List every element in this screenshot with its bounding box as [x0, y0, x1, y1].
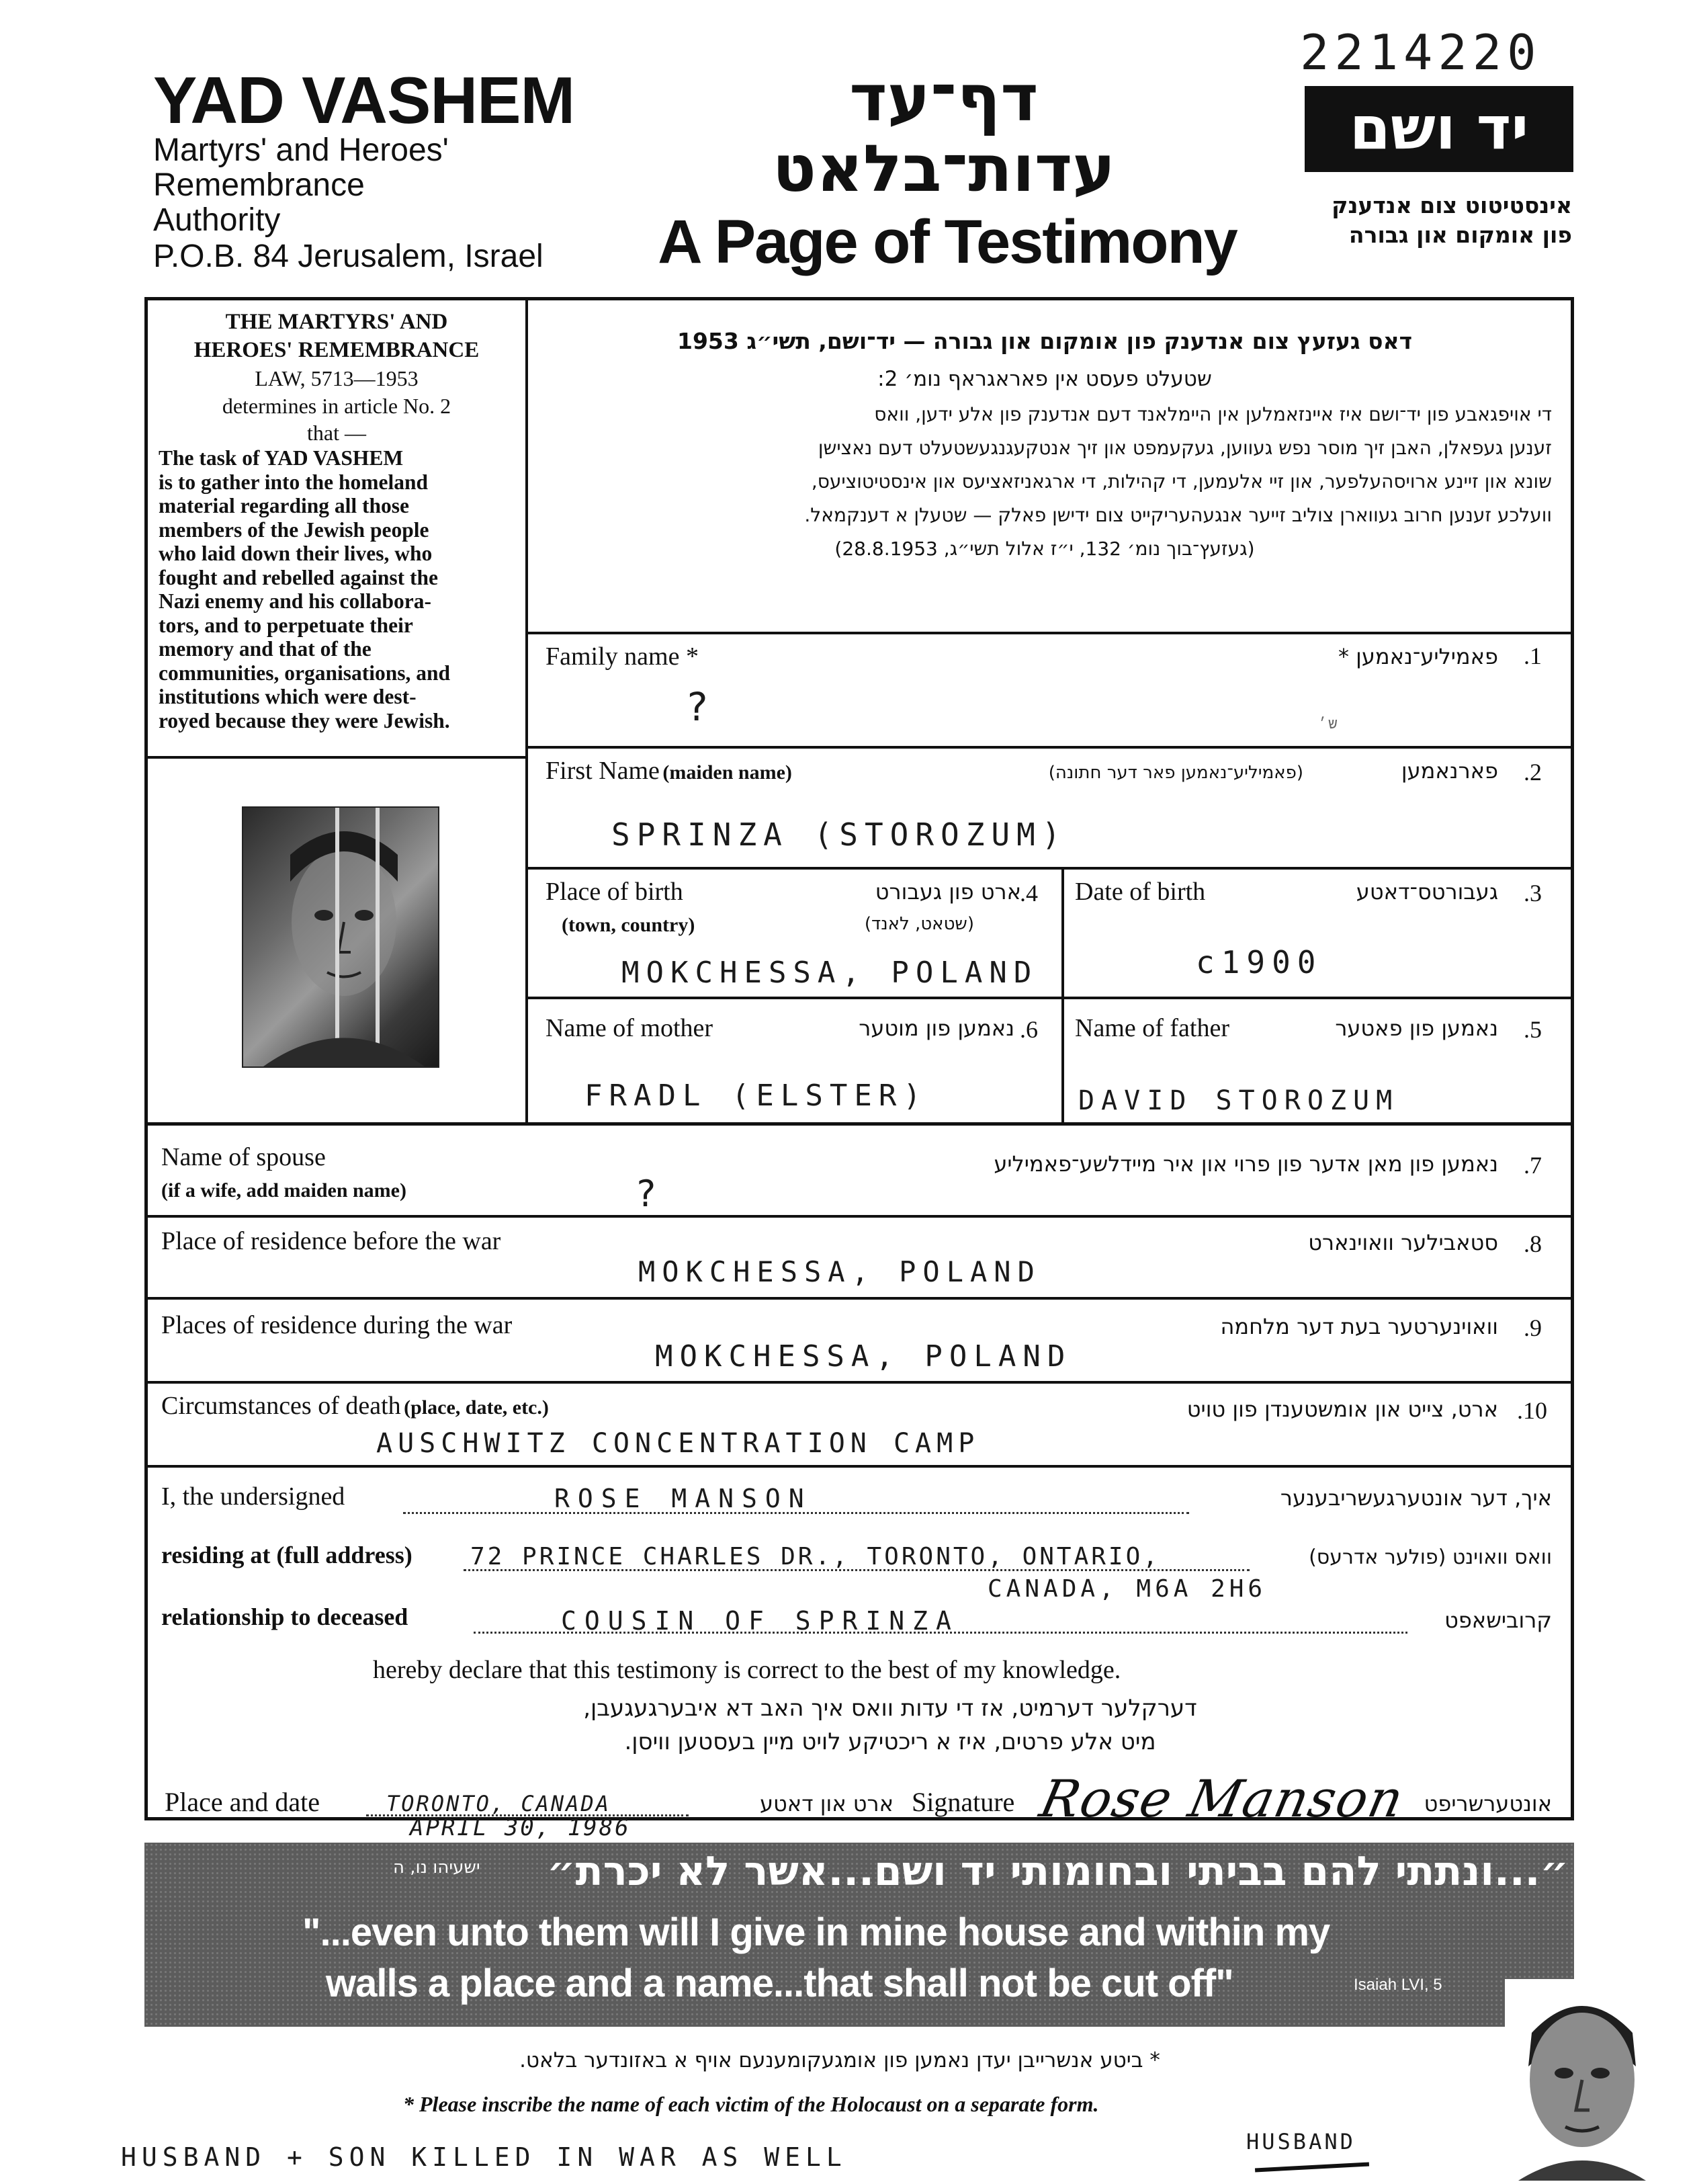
- spouse-label-yi: נאמען פון מאן אדער פון פרוי און איר מיידלשע־פאמיליע: [994, 1151, 1498, 1177]
- first-name-note: (maiden name): [662, 761, 792, 784]
- org-line: Martyrs' and Heroes': [153, 132, 449, 168]
- field-number: .10: [1517, 1397, 1547, 1424]
- residence-before-war-value: MOKCHESSA, POLAND: [638, 1255, 1041, 1288]
- handwritten-note: HUSBAND + SON KILLED IN WAR AS WELL: [121, 2142, 847, 2172]
- relationship-label: relationship to deceased: [161, 1603, 408, 1630]
- law-body-line: communities, organisations, and: [159, 661, 451, 685]
- law-heading: that —: [307, 421, 366, 445]
- field-number: .4: [1020, 880, 1038, 907]
- first-name-label-group: [546, 756, 792, 786]
- place-of-birth-note: (town, country): [562, 914, 695, 936]
- bottom-portrait: [1505, 1979, 1659, 2181]
- law-body-line: memory and that of the: [159, 637, 372, 661]
- frame-top: [144, 297, 1574, 300]
- org-block: [153, 63, 583, 276]
- yiddish-title-1: דף־עד: [849, 60, 1039, 136]
- father-name-label: Name of father: [1075, 1014, 1229, 1042]
- org-title: YAD VASHEM: [153, 63, 575, 137]
- first-name-label: First Name: [546, 757, 660, 785]
- law-body-line: who laid down their lives, who: [159, 542, 433, 565]
- law-body-line: fought and rebelled against the: [159, 565, 438, 589]
- law-yiddish-body: שונא און זיינע ארויסהעלפער, און זיי אלעמען, די קהילות, די ארגאניזאציעס און אינסטיטוציעס,: [811, 470, 1552, 493]
- photo-portrait: [243, 808, 438, 1066]
- residing-value-2: CANADA, M6A 2H6: [988, 1575, 1267, 1603]
- place-date-label-yi: ארט און דאטע: [759, 1791, 894, 1816]
- row-line: [525, 997, 1573, 999]
- left-column-split: [144, 756, 527, 759]
- first-name-value: SPRINZA (STOROZUM): [611, 816, 1068, 853]
- law-body-line: tors, and to perpetuate their: [159, 613, 413, 637]
- declaration-statement: hereby declare that this testimony is correct to the best of my knowledge.: [373, 1656, 1121, 1684]
- field-number: .8: [1524, 1230, 1542, 1257]
- signature: Rose Manson: [1035, 1769, 1410, 1829]
- death-circumstances-label-group: [161, 1391, 549, 1421]
- law-yiddish-ref: (געזעץ־בוך נומ׳ 132, י״ז אלול תשי״ג, 28.8.1953): [834, 538, 1255, 560]
- victim-photo: [242, 806, 439, 1068]
- law-yiddish-heading: דאס געזעץ צום אנדענק פון אומקום און גבורה — יד־ושם, תשי״ג 1953: [677, 328, 1413, 354]
- residing-value-1: 72 PRINCE CHARLES DR., TORONTO, ONTARIO,: [470, 1543, 1160, 1570]
- row-line: [144, 1122, 1574, 1126]
- footer-note-en: * Please inscribe the name of each victim of the Holocaust on a separate form.: [403, 2092, 1099, 2116]
- law-heading: determines in article No. 2: [222, 394, 451, 418]
- place-of-birth-label: Place of birth: [546, 878, 683, 906]
- date-of-birth-value: c1900: [1196, 944, 1323, 980]
- first-name-label-yi-note: (פאמיליע־נאמען פאר דער חתונה): [1048, 763, 1303, 783]
- bottom-portrait-art: [1505, 1979, 1659, 2181]
- field-number: .5: [1524, 1016, 1542, 1043]
- page-title: A Page of Testimony: [658, 208, 1237, 276]
- document-number: 2214220: [1300, 24, 1542, 81]
- residing-label: residing at (full address): [161, 1542, 412, 1568]
- date-of-birth-label-yi: געבורטס־דאטע: [1356, 879, 1498, 905]
- banner-english-ref: Isaiah LVI, 5: [1354, 1976, 1442, 1994]
- residence-before-war-label-yi: סטאבילער וואוינארט: [1308, 1230, 1498, 1255]
- residence-during-war-label-yi: וואוינערטער בעת דער מלחמה: [1220, 1314, 1498, 1339]
- field-number: .1: [1524, 642, 1542, 669]
- mother-name-label: Name of mother: [546, 1014, 713, 1042]
- yiddish-title-2: עדות־בלאט: [772, 131, 1116, 206]
- banner-hebrew: ״...ונתתי להם בביתי ובחומותי יד ושם...אשר לא יכרת״: [547, 1848, 1569, 1895]
- law-yiddish-body: זענען געפאלן, האבן זיך מוסר נפש געווען, געקעמפט און זיך אנטקעגנגעשטעלט דעם נאצישן: [818, 437, 1552, 459]
- left-column-divider: [525, 297, 528, 1124]
- org-address: P.O.B. 84 Jerusalem, Israel: [153, 239, 543, 274]
- row-line: [525, 746, 1573, 749]
- field-number: .2: [1524, 759, 1542, 786]
- institute-line-1: אינסטיטוט צום אנדענק: [1332, 192, 1572, 218]
- law-yiddish-body: וועלכע זענען חרוב געווארן צוליב זייער אנגעהעריקייט צום ידישן פאלק — שטעלן א דענקמאל.: [804, 504, 1552, 526]
- field-number: .3: [1524, 880, 1542, 907]
- law-heading: THE MARTYRS' AND: [225, 310, 448, 334]
- relationship-value: COUSIN OF SPRINZA: [561, 1606, 959, 1636]
- field-number: .6: [1020, 1016, 1038, 1043]
- spouse-label: Name of spouse: [161, 1143, 326, 1171]
- handwritten-husband-label: HUSBAND: [1246, 2129, 1356, 2154]
- law-body-line: members of the Jewish people: [159, 517, 429, 542]
- undersigned-label: I, the undersigned: [161, 1482, 345, 1511]
- field-number: .9: [1524, 1314, 1542, 1341]
- death-circumstances-label-yi: ארט, צייט און אומשטענדן פון טויט: [1186, 1396, 1498, 1422]
- relationship-label-yi: קרובישאפט: [1444, 1607, 1552, 1633]
- date-of-birth-label: Date of birth: [1075, 878, 1206, 906]
- law-body-line: institutions which were dest-: [159, 685, 417, 708]
- death-circumstances-value: AUSCHWITZ CONCENTRATION CAMP: [376, 1428, 980, 1459]
- signature-label: Signature: [912, 1787, 1015, 1817]
- place-of-birth-value: MOKCHESSA, POLAND: [621, 956, 1039, 990]
- spouse-note: (if a wife, add maiden name): [161, 1179, 406, 1202]
- first-name-label-yi: פארנאמען: [1401, 758, 1498, 784]
- row-line: [144, 1297, 1574, 1300]
- family-name-value: ?: [685, 684, 715, 730]
- death-circumstances-label: Circumstances of death: [161, 1392, 401, 1420]
- residence-during-war-value: MOKCHESSA, POLAND: [655, 1339, 1072, 1374]
- institute-line-2: פון אומקום און גבורה: [1348, 222, 1572, 248]
- org-line: Remembrance: [153, 167, 365, 203]
- place-date-label: Place and date: [165, 1787, 320, 1817]
- father-name-label-yi: נאמען פון פאטער: [1335, 1015, 1498, 1041]
- quote-banner: [144, 1843, 1574, 2027]
- spouse-value: ?: [635, 1173, 664, 1215]
- law-body-line: The task of YAD VASHEM: [159, 446, 404, 470]
- father-name-value: DAVID STOROZUM: [1078, 1085, 1399, 1116]
- family-name-label: Family name *: [546, 642, 699, 671]
- law-body-line: Nazi enemy and his collabora-: [159, 589, 431, 613]
- row-line: [525, 632, 1573, 634]
- banner-english-2: walls a place and a name...that shall not be cut off": [326, 1962, 1233, 2005]
- yad-vashem-logo: [1305, 86, 1573, 172]
- place-value: TORONTO, CANADA: [386, 1791, 611, 1816]
- law-body-line: royed because they were Jewish.: [159, 708, 450, 732]
- declaration-statement-yi-1: דערקלער דערמיט, אז די עדות וואס איך האב דא איבערגעגעבן,: [583, 1695, 1197, 1722]
- law-body-line: material regarding all those: [159, 494, 409, 517]
- row-line: [144, 1215, 1574, 1218]
- org-line: Authority: [153, 202, 281, 238]
- law-body-line: is to gather into the homeland: [159, 470, 429, 494]
- signature-label-yi: אונטערשריפט: [1424, 1791, 1552, 1816]
- handwritten-underline: [1255, 2162, 1369, 2173]
- banner-hebrew-ref: ישעיהו נו, ה: [393, 1857, 480, 1878]
- place-of-birth-note-yi: (שטאט, לאנד): [864, 914, 974, 934]
- declaration-statement-yi-2: מיט אלע פרטים, איז א ריכטיקע לויט מיין בעסטען וויסן.: [624, 1728, 1156, 1755]
- undersigned-label-yi: איך, דער אונטערגעשריבענער: [1280, 1485, 1552, 1511]
- mother-name-label-yi: נאמען פון מוטער: [859, 1015, 1014, 1041]
- law-yiddish: [537, 323, 1552, 566]
- banner-english-1: "...even unto them will I give in mine house and within my: [302, 1910, 1330, 1954]
- frame-left: [144, 297, 148, 1820]
- frame-right: [1571, 297, 1574, 1820]
- field-number: .7: [1524, 1152, 1542, 1179]
- law-heading: HEROES' REMEMBRANCE: [193, 338, 480, 362]
- split-vertical: [1061, 867, 1064, 1124]
- residing-label-yi: וואס וואוינט (פולער אדרעס): [1309, 1546, 1552, 1569]
- law-yiddish-body: די אויפגאבע פון יד־ושם איז איינזאמלען אין היימלאנד דעם אנדענק פון אלע ידען, וואס: [874, 403, 1552, 425]
- date-value: APRIL 30, 1986: [410, 1814, 631, 1841]
- law-heading: LAW, 5713—1953: [255, 366, 419, 390]
- death-circumstances-note: (place, date, etc.): [404, 1396, 549, 1419]
- place-of-birth-label-yi: ארט פון געבורט: [875, 879, 1021, 905]
- row-line: [525, 867, 1573, 870]
- undersigned-value: ROSE MANSON: [554, 1484, 812, 1513]
- row-line: [144, 1381, 1574, 1384]
- family-name-label-yi: פאמיליע־נאמען *: [1338, 644, 1498, 669]
- law-box: [159, 308, 515, 732]
- residence-during-war-label: Places of residence during the war: [161, 1311, 513, 1339]
- family-name-mark: ש׳: [1318, 716, 1339, 732]
- row-line: [144, 1465, 1574, 1468]
- law-yiddish-sub: שטעלט פעסט אין פאראגראף נומ׳ 2:: [877, 367, 1212, 391]
- logo-text: יד ושם: [1349, 93, 1529, 163]
- residence-before-war-label: Place of residence before the war: [161, 1227, 501, 1255]
- footer-note-yi: * ביטע אנשרייבן יעדן נאמען פון אומגעקומענעם אויף א באזונדער בלאט.: [519, 2048, 1160, 2072]
- mother-name-value: FRADL (ELSTER): [584, 1079, 928, 1113]
